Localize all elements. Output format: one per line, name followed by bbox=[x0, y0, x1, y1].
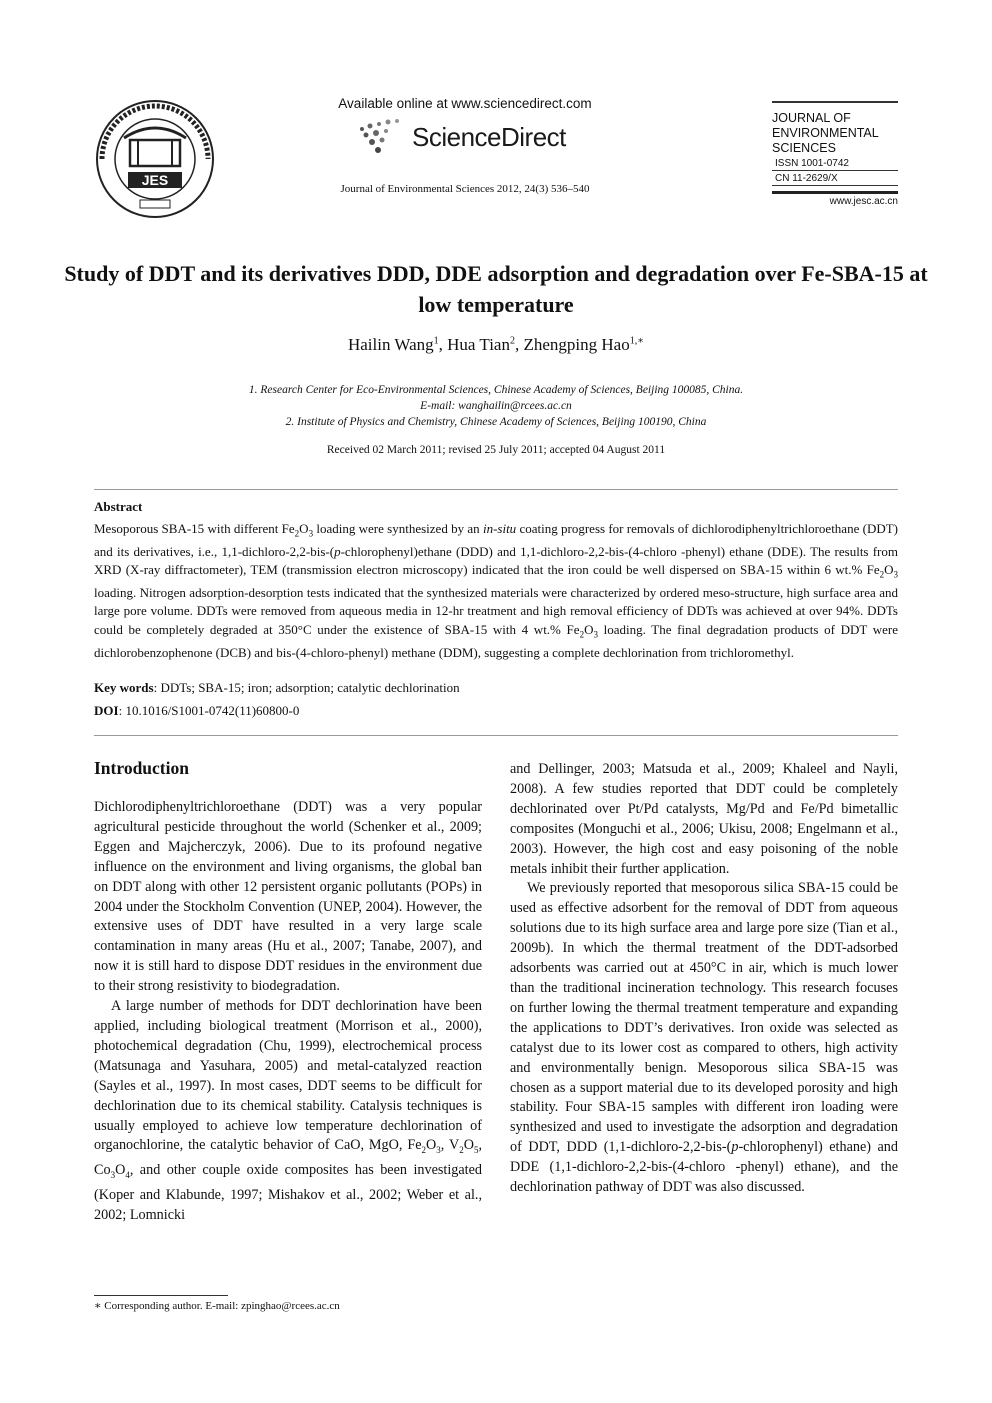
paragraph: and Dellinger, 2003; Matsuda et al., 2009; Khaleel and Nayli, 2008). A few studies reported that DDT could be completely dechlorinated over Pt/Pd catalysts, Mg/Pd and Fe/Pd bimetallic composites (Monguchi et al., 2006; Ukisu, 2008; Engelmann et al., 2003). However, the high cost and easy poisoning of the noble metals inhibit their further application. bbox=[510, 761, 898, 877]
cn-number: CN 11-2629/X bbox=[772, 171, 898, 186]
left-column bbox=[94, 798, 482, 1226]
doi: DOI: 10.1016/S1001-0742(11)60800-0 bbox=[94, 703, 300, 718]
paragraph: Dichlorodiphenyltrichloroethane (DDT) was a very popular agricultural pesticide throughout the world (Schenker et al., 2009; Eggen and Majcherczyk, 2006). Due to its profound negative influence on the environment and living organisms, the global ban on DDT along with other 12 persistent organic pollutants (POPs) in 2004 under the Stockholm Convention (UNEP, 2004). However, the extensive uses of DDT have resulted in a very large scale contamination in many areas (Hu et al., 2007; Tanabe, 2007), and now it is still hard to dispose DDT residues in the environment due to their strong resistivity to biodegradation. bbox=[94, 799, 482, 995]
section-heading-introduction: Introduction bbox=[94, 758, 189, 778]
journal-name-line: JOURNAL OF bbox=[772, 111, 851, 125]
journal-name-line: SCIENCES bbox=[772, 141, 836, 155]
author-name: Hua Tian bbox=[447, 335, 510, 354]
right-column bbox=[510, 760, 898, 1198]
affiliation-2: 2. Institute of Physics and Chemistry, Chinese Academy of Sciences, Beijing 100190, China bbox=[285, 416, 707, 428]
journal-website: www.jesc.ac.cn bbox=[829, 196, 898, 207]
sciencedirect-wordmark: ScienceDirect bbox=[412, 122, 566, 152]
paper-title: Study of DDT and its derivatives DDD, DDE adsorption and degradation over Fe-SBA-15 at low temperature bbox=[64, 261, 928, 317]
abstract-heading: Abstract bbox=[94, 499, 143, 514]
abstract-body: Mesoporous SBA-15 with different $Fe_2O_3$ loading were synthesized by an in-situ coating progress for removals of dichlorodiphenyltrichloroethane (DDT) and its derivatives, i.e., 1,1-dichloro-2,2-bis-(p-chlorophenyl)ethane (DDD) and 1,1-dichloro-2,2-bis-(4-chloro -phenyl) ethane (DDE). The results from XRD (X-ray diffractometer), TEM (transmission electron microscopy) indicated that the iron could be well dispersed on SBA-15 within 6 wt.% $Fe_2O_3$ loading. Nitrogen adsorption-desorption tests indicated that the synthesized materials were characterized by ordered meso-structure, high surface area and large pore volume. DDTs were removed from aqueous media in 12-hr treatment and high removal efficiency of DDTs was achieved at over 94%. DDTs could be completely degraded at 350°C under the existence of SBA-15 with 4 wt.% $Fe_2O_3$ loading. The final degradation products of DDT were dichlorobenzophenone (DCB) and bis-(4-chloro-phenyl) methane (DDM), suggesting a complete dechlorination from trichloromethyl. bbox=[94, 521, 899, 660]
svg-text:JES: JES bbox=[141, 172, 169, 188]
paragraph: We previously reported that mesoporous silica SBA-15 could be used as effective adsorbent for the removal of DDT from aqueous solutions due to its high surface area and large pore size (Tian et al., 2009b). In which the thermal treatment of the DDT-adsorbed adsorbents was carried out at 450°C in air, which is much lower than the traditional incineration technology. This research focuses on further lowing the thermal treatment temperature and expanding the applications to DDT’s derivatives. Iron oxide was selected as catalyst due to its lower cost as compared to others, high activity and environmentally benign. Mesoporous silica SBA-15 was chosen as a support material due to its developed porosity and high stability. Four SBA-15 samples with different iron loading were synthesized and used to investigate the adsorption and degradation of DDT, DDD (1,1-dichloro-2,2-bis-(p-chlorophenyl) ethane) and DDE (1,1-dichloro-2,2-bis-(4-chloro -phenyl) ethane), and the dechlorination pathway of DDT was also discussed. bbox=[510, 880, 898, 1196]
journal-masthead bbox=[772, 101, 898, 207]
sciencedirect-logo-icon bbox=[352, 117, 412, 157]
footnote-divider bbox=[94, 1295, 228, 1296]
divider bbox=[94, 489, 898, 490]
journal-name-line: ENVIRONMENTAL bbox=[772, 126, 879, 140]
divider bbox=[94, 735, 898, 736]
paragraph: A large number of methods for DDT dechlorination have been applied, including biological treatment (Morrison et al., 2000), photochemical degradation (Chu, 1999), electrochemical process (Matsunaga and Yasuhara, 2005) and metal-catalyzed reaction (Sayles et al., 1997). In most cases, DDT seems to be difficult for dechlorination due to its chemical stability. Catalysis techniques is usually employed to achieve low temperature dechlorination of organochlorine, the catalytic behavior of CaO, MgO, $Fe_2O_3$, $V_2O_5$, $Co_3O_4$, and other couple oxide composites has been investigated (Koper and Klabunde, 1997; Mishakov et al., 2002; Weber et al., 2002; Lomnicki bbox=[94, 998, 482, 1223]
issn: ISSN 1001-0742 bbox=[772, 156, 898, 171]
author-name: Hailin Wang bbox=[347, 335, 434, 354]
journal-seal-logo bbox=[94, 98, 216, 220]
received-dates: Received 02 March 2011; revised 25 July 2011; accepted 04 August 2011 bbox=[326, 444, 666, 456]
available-online-text: Available online at www.sciencedirect.com bbox=[338, 96, 592, 111]
keywords: Key words: DDTs; SBA-15; iron; adsorption; catalytic dechlorination bbox=[94, 680, 460, 695]
journal-citation: Journal of Environmental Sciences 2012, 24(3) 536–540 bbox=[340, 183, 590, 195]
corresponding-author-footnote: ∗ Corresponding author. E-mail: zpinghao@rcees.ac.cn bbox=[94, 1300, 340, 1312]
affiliation-email: E-mail: wanghailin@rcees.ac.cn bbox=[420, 400, 572, 412]
author-name: Zhengping Hao bbox=[523, 335, 630, 354]
affiliation-1: 1. Research Center for Eco-Environmental Sciences, Chinese Academy of Sciences, Beijing 100085, China. bbox=[248, 384, 744, 396]
author-list: Hailin Wang$^1$, Hua Tian$^2$, Zhengping Hao$^{1,∗}$ bbox=[347, 335, 645, 354]
